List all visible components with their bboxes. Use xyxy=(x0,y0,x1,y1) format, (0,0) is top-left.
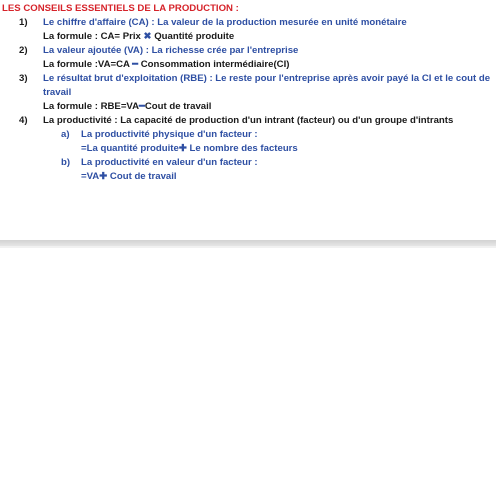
item-heading-continued: travail xyxy=(43,87,72,98)
formula-text: La formule : RBE=VA xyxy=(43,101,140,112)
plus-icon: ✚ xyxy=(99,171,108,182)
list-item-2 xyxy=(19,45,298,57)
formula-line xyxy=(81,143,298,155)
formula-line xyxy=(43,59,289,71)
page-divider-shadow xyxy=(0,246,496,248)
subitem-label: La productivité physique d'un facteur : xyxy=(81,129,258,140)
formula-text: Cout de travail xyxy=(107,171,177,182)
formula-text: Cout de travail xyxy=(144,101,212,112)
item-number: 2) xyxy=(19,45,28,56)
formula-text: Le nombre des facteurs xyxy=(186,143,298,154)
subitem-letter: a) xyxy=(61,129,70,140)
item-heading: La productivité : La capacité de production d'un intrant (facteur) ou d'un groupe d'intrants xyxy=(43,115,454,126)
list-item-4 xyxy=(19,115,453,127)
subitem-b xyxy=(61,157,258,169)
formula-text: La formule : CA= Prix xyxy=(43,31,144,42)
formula-text: La formule :VA=CA xyxy=(43,59,133,70)
plus-icon: ✚ xyxy=(178,143,187,154)
formula-text: =La quantité produite xyxy=(81,143,179,154)
formula-line xyxy=(43,101,211,113)
item-number: 1) xyxy=(19,17,28,28)
item-heading: Le résultat brut d'exploitation (RBE) : Le reste pour l'entreprise après avoir payé la CI et le cout de xyxy=(43,73,491,84)
subitem-letter: b) xyxy=(61,157,71,168)
formula-line xyxy=(43,31,234,43)
list-item-1 xyxy=(19,17,407,29)
subitem-label: La productivité en valeur d'un facteur : xyxy=(81,157,258,168)
formula-line xyxy=(81,171,177,183)
formula-text: =VA xyxy=(81,171,100,182)
page-title: LES CONSEILS ESSENTIELS DE LA PRODUCTION : xyxy=(2,3,239,14)
minus-icon: ━ xyxy=(132,59,139,70)
item-number: 3) xyxy=(19,73,28,84)
multiply-icon: ✖ xyxy=(143,31,152,42)
item-heading: La valeur ajoutée (VA) : La richesse crée par l'entreprise xyxy=(43,45,299,56)
list-item-3 xyxy=(19,73,490,85)
formula-text: Consommation intermédiaire(CI) xyxy=(138,59,290,70)
item-heading: Le chiffre d'affaire (CA) : La valeur de la production mesurée en unité monétaire xyxy=(43,17,407,28)
minus-icon: ━ xyxy=(139,101,145,112)
item-number: 4) xyxy=(19,115,28,126)
formula-text: Quantité produite xyxy=(151,31,235,42)
subitem-a xyxy=(61,129,258,141)
